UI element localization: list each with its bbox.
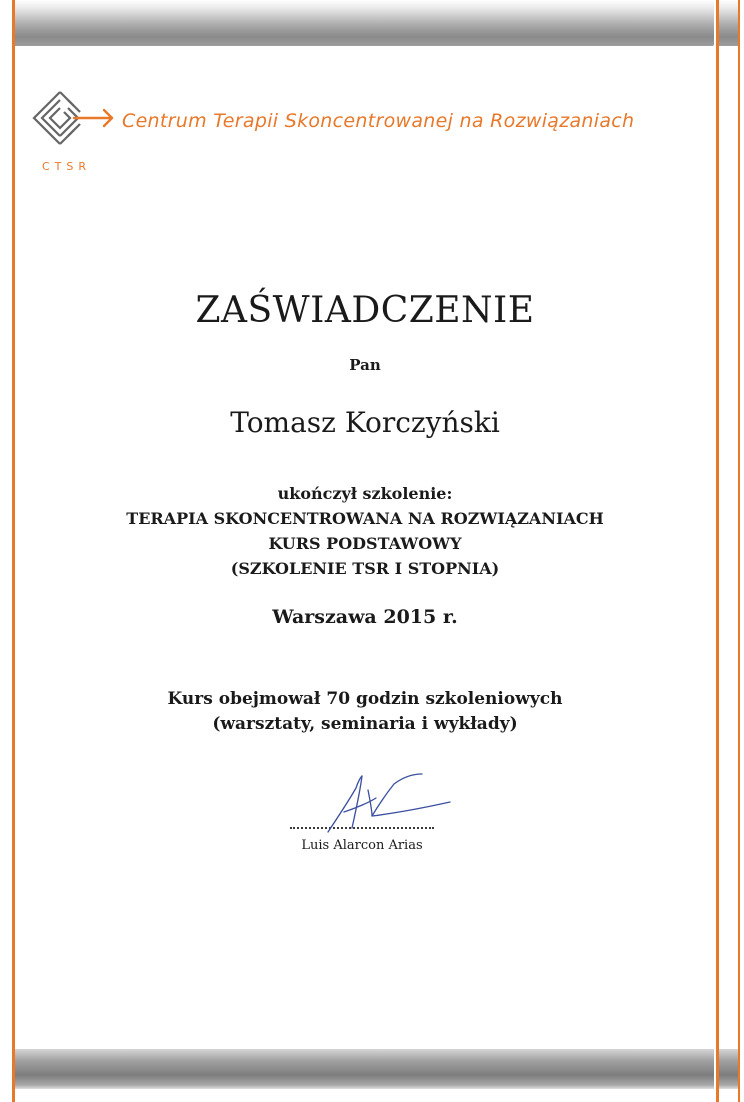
completed-label: ukończył szkolenie: (277, 484, 453, 503)
top-border-bar-right (719, 0, 738, 46)
course-hours-line: Kurs obejmował 70 godzin szkoleniowych (167, 689, 563, 709)
organization-name: Centrum Terapii Skoncentrowanej na Rozwiązaniach (122, 110, 635, 132)
place-and-year: Warszawa 2015 r. (272, 606, 458, 628)
handwritten-signature (322, 772, 452, 834)
left-accent-rule (12, 0, 15, 1102)
recipient-name: Tomasz Korczyński (230, 406, 500, 439)
course-degree-line: (SZKOLENIE TSR I STOPNIA) (230, 559, 500, 578)
certificate-title: ZAŚWIADCZENIE (195, 290, 535, 331)
course-level-line: KURS PODSTAWOWY (268, 534, 462, 553)
course-title-line: TERAPIA SKONCENTROWANA NA ROZWIĄZANIACH (126, 509, 604, 528)
bottom-border-bar (12, 1049, 714, 1089)
right-accent-rule (716, 0, 719, 1102)
top-border-bar (12, 0, 714, 46)
signer-name: Luis Alarcon Arias (301, 838, 423, 853)
right-outer-accent-rule (738, 0, 740, 1102)
bottom-border-bar-right (719, 1049, 738, 1089)
salutation: Pan (349, 356, 381, 374)
course-formats-line: (warsztaty, seminaria i wykłady) (212, 714, 518, 734)
logo-abbreviation: CTSR (42, 160, 92, 173)
maze-arrow-logo-icon (30, 88, 116, 154)
